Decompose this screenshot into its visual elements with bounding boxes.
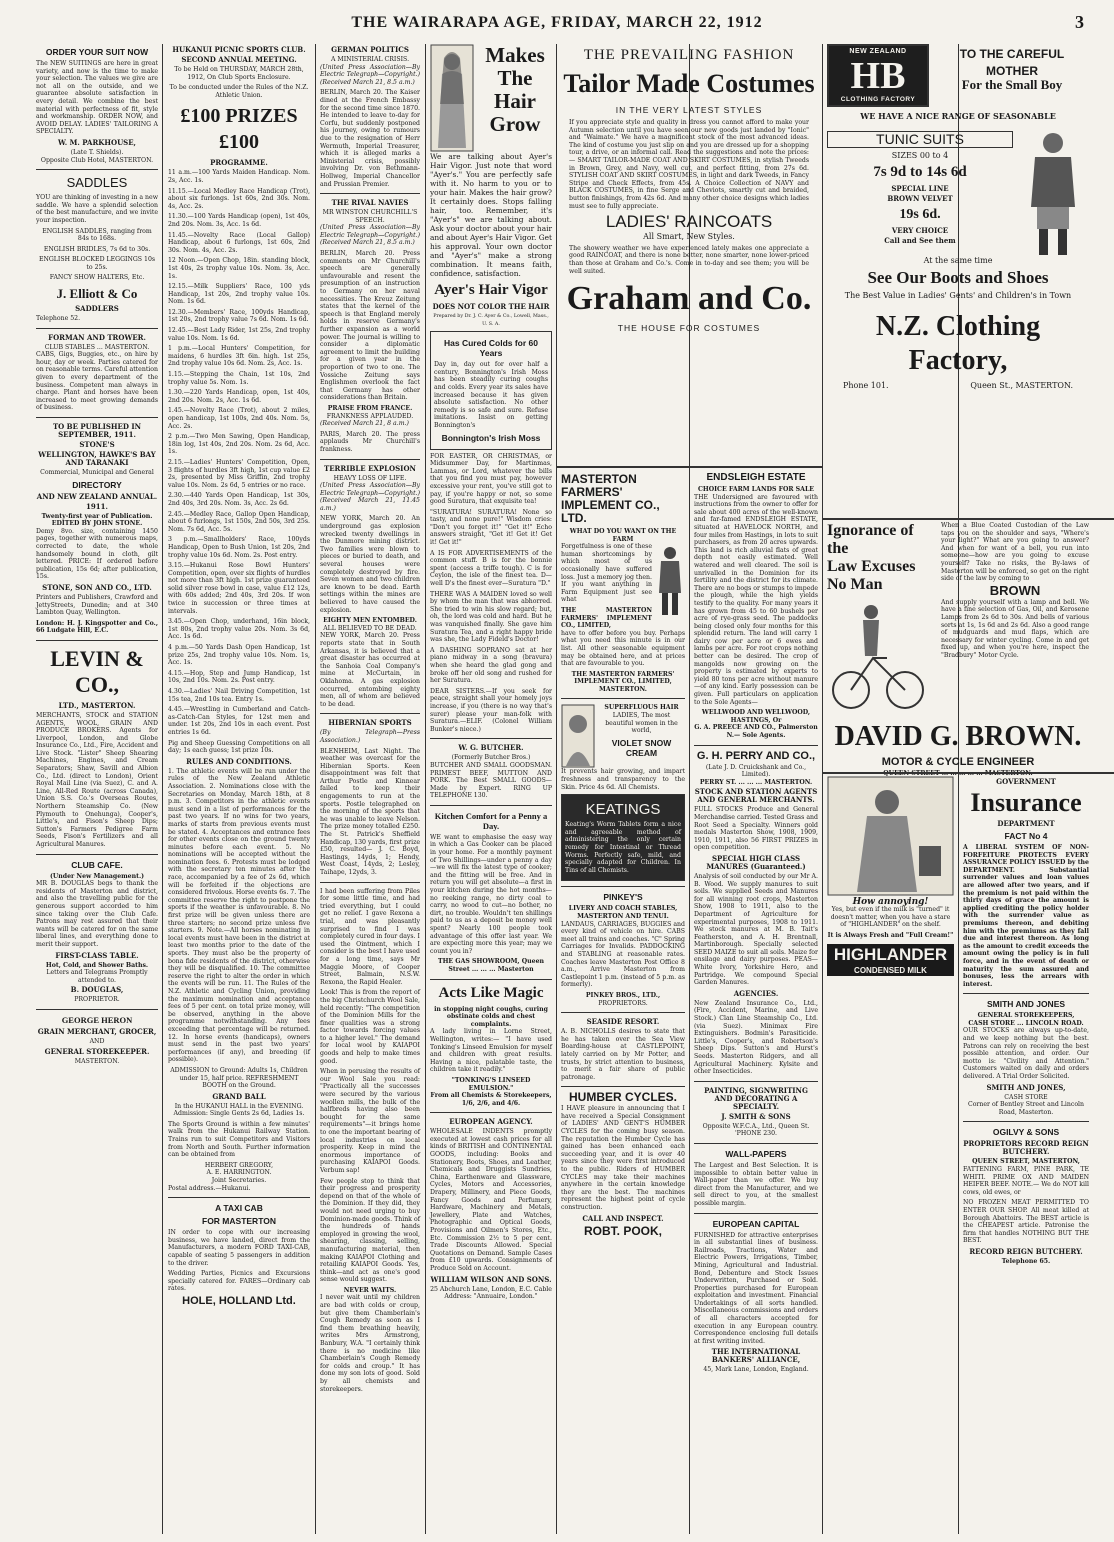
ogilvy-address: QUEEN STREET, MASTERTON,: [972, 1158, 1080, 1166]
rules-body: 1. The athletic events will be run under the rules of the New Zealand Athletic Association. 2. Nominations close with the Secretaries on Monday, March 18th, at 8 p.m. 3. Competitors in the athletic events must send in a list of performances for the past two years. If no wins for two years, marks of starts from previous events must be stated. 4. Acceptances and entrance fees for other events close on the ground twenty minutes before each event. 5. No nominations will be accepted without the nomination fees. 6. Protests must be lodged with the secretary ten minutes after the race, accompanied by a fee of 2s 6d, which will be forfeited if the objections are considered frivolous. Horse events 6s. 7. The committee reserve the right to postpone the sports if the weather is unfavourable. 8. No first prize will be given unless there are three starters; no second prize unless five starters. 9. Note.—All horses nominating in local events must have been in the district at least two months prior to the date of the sports. They must also be the property of bona fide residents of the district, otherwise they will be disqualified. 10. The committee reserve the right to alter the order in which the events will be run. 11. The Rules of the N.Z. Athletic and Cycling Union, providing the maximum nomination and acceptance fees of 5 per cent. on total prize money, will be observed, anything in the above programme notwithstanding. Any fees exceeding that percentage will be returned. 12. In horse events (handicaps), owners must send in the past two years' performances (if any), and breeding (if possible).: [168, 767, 310, 1064]
forman-sub: CLUB STABLES ... MASTERTON.: [44, 343, 150, 351]
woman-kitchen-illustration-icon: [827, 776, 954, 896]
pinkey-firm: PINKEY BROS., LTD.,: [585, 991, 661, 999]
programme-item: 1.15.—Stepping the Chain, 1st 10s, 2nd trophy value 5s. Nom. 1s.: [168, 371, 310, 386]
taxi-sub: FOR MASTERTON: [202, 1216, 276, 1227]
ayers-body: We are talking about Ayer's Hair Vigor. Just note that word "Ayer's." You are perfectly safe with it. No harm to you or to your hair. Makes the hair grow? It certainly does. Stops falling hair, too. Remember, it's "Ayer's" we are talking about. Ask your doctor about your hair and about Ayer's Hair Vigor. Get his approval. Your own doctor and "Ayer's" make a strong combination. It means faith, confidence, satisfaction.: [430, 152, 552, 278]
hb-logo: [827, 44, 929, 107]
ogilvy-body: FATTENING FARM, PINE PARK, TE WHITI. PRIME OX AND MAIDEN HEIFER BEEF. NOTE.— We do NOT kill cows, old ewes, or: [963, 1166, 1089, 1196]
programme-item: 2.30.—440 Yards Open Handicap, 1st 30s, 2nd 40s, 3rd 20s. Nom. 3s, Acc. 2s 6d.: [168, 492, 310, 507]
parkhouse-body: The NEW SUITINGS are here in great variety, and now is the time to make your selection. The values we give are not all on the outside, and we guarantee absolute satisfaction in every detail. We combine the best material with perfectness of fit, style and workmanship. ORDER NOW, and AVOID DELAY. LADIES' TAILORING A SPECIALTY.: [36, 60, 158, 136]
picnic-line: To be conducted under the Rules of the N.Z. Athletic Union.: [169, 84, 309, 99]
levin-body: MERCHANTS, STOCK and STATION AGENTS, WOOL, GRAIN AND PRODUCE BROKERS. Agents for Liverpool, London, and Globe Insurance Co., Ltd., Fire, Accident and Live Stock. "Lister" Sheep Shearing Machines, Engines, and Cream Separators; Shaw, Savill and Albion Co., Ltd. (direct to London), Orient Royal Mail Line (via Suez), C. and A. Line, All-Red Route (across Canada), Union S.S. Co.'s Overseas Routes, Northern Steamship Co. (New Plymouth to Onehunga), Cooper's, Little's, and Fison's Sheep Dips; Sutton's Farmers Pedigree Farm Seeds, Fison's Fertilizers and all Agricultural Manures.: [36, 711, 158, 848]
capital-body: FURNISHED for attractive enterprises in all substantial lines of business. Railroads, Tractions, Water and Electric Powers, Irrigations, Timber, Mining, Agricultural and Industrial. Bond, Debenture and Stock Issues Underwritten, Purchased or Sold. Properties purchased for European exploitation and investment. Financial Undertakings of all sorts handled. Miscellaneous commissions and orders of all characters accepted for execution in any European country. Correspondence enclosing full details at first writing invited.: [694, 1231, 818, 1345]
admission: ADMISSION to Ground: Adults 1s, Children under 15, half price. REFRESHMENT BOOTH on the Ground.: [170, 1066, 308, 1090]
chamberlain-body: I never wait until my children are bad with colds or croup, but give them Chamberlain's Cough Remedy as soon as I find them breathing heavily, writes Mrs Armstrong, Banbury, W.A. "I certainly think there is no medicine like Chamberlain's Cough Remedy for colds and croup." It has done my son lots of good. Sold by all chemists and storekeepers.: [320, 1294, 420, 1393]
hibernian-source: (By Telegraph—Press Association.): [320, 729, 420, 744]
ogilvy-telephone: Telephone 65.: [1001, 1257, 1051, 1265]
elliott-telephone: Telephone 52.: [36, 315, 81, 323]
programme-item: 3.15.—Hukanui Rose Bowl Hunters' Competition, open, over six flights of hurdles not more than 3ft high. 1st prize guaranteed solid silver rose bowl in case, value £12 12s, with 60s added; 2nd 40s, 3rd 20s. If won twice in succession or three times at intervals.: [168, 562, 310, 615]
column-rule: [822, 44, 823, 1534]
forman-heading: FORMAN AND TROWER.: [48, 332, 146, 342]
column-2: [168, 44, 310, 1534]
cyclist-illustration-icon: [827, 594, 927, 714]
explosion-sub: HEAVY LOSS OF LIFE.: [333, 474, 407, 482]
raincoats-heading: LADIES' RAINCOATS: [605, 212, 773, 232]
farmers-heading: MASTERTON FARMERS' IMPLEMENT CO., LTD.: [561, 472, 660, 525]
navies-source: (Received March 21, 8 a.m.): [320, 420, 409, 428]
fashion-sub: IN THE VERY LATEST STYLES: [615, 105, 763, 115]
column-6: [694, 470, 818, 1534]
perry-role: STOCK AND STATION AGENTS AND GENERAL MERCHANTS.: [694, 787, 818, 805]
ayers-brand: Ayer's Hair Vigor: [434, 282, 548, 298]
frank-heading: FRANKNESS APPLAUDED.: [326, 412, 414, 420]
violet-heading: SUPERFLUOUS HAIR: [604, 704, 679, 712]
programme-item: 2 p.m.—Two Men Sawing, Open Handicap, 18in log, 1st 40s, 2nd 20s. Nom. 2s 6d, Acc. 1s.: [168, 433, 310, 456]
kitchen-body: WE want to emphasise the easy way in which a Gas Cooker can be placed in your home. For a monthly payment of Two Shillings—under a penny a day—we will fix the latest type of cooker; and the fitting will be free. And in return you will get absolute—a first in your kitchen during the hot months—no reeking range, no dirty coal to carry, no wood to cut—no bother, no dirt, no trouble. Wouldn't ten shillings paid to us as a deposit be money well spent? Nearly 100 people took advantage of this offer last year. We are expecting more this year; may we count you in?: [430, 833, 552, 955]
picnic-sub: SECOND ANNUAL MEETING.: [181, 55, 297, 64]
butcher-heading: W. G. BUTCHER.: [458, 743, 524, 753]
ogilvy-name: RECORD REIGN BUTCHERY.: [969, 1246, 1083, 1256]
tunic-sizes: SIZES 00 to 4: [891, 150, 949, 160]
rexona-body: I had been suffering from Piles for some little time, and had tried everything, but I could get no relief. I gave Rexona a trial, and was pleasantly surprised to find I was completely cured in four days. I used the Ointment, which I consider is the best I have used for a long time, says Mr Maggie Moore, of Cooper Street, Balmain, N.S.W. Rexona, the Rapid Healer.: [320, 887, 420, 986]
picnic-line: To be Held on THURSDAY, MARCH 28th, 1912, On Club Sports Enclosure.: [174, 66, 304, 81]
stones-lead: TO BE PUBLISHED IN SEPTEMBER, 1911.: [52, 422, 142, 439]
brown-heading: Ignorance of the: [827, 522, 914, 557]
entombed-heading: EIGHTY MEN ENTOMBED.: [323, 617, 417, 625]
elliott-firm: J. Elliott & Co: [56, 286, 138, 302]
newspaper-title: THE WAIRARAPA AGE, FRIDAY, MARCH 22, 1912: [351, 14, 763, 31]
velvet-line: BROWN VELVET: [887, 194, 953, 204]
saddles-heading: SADDLES: [66, 175, 128, 191]
brown-role: MOTOR & CYCLE ENGINEER: [881, 755, 1035, 768]
perry-sub: (Late J. D. Cruickshank and Co., Limited).: [705, 763, 807, 779]
secretary: A. E. HARRINGTON.: [206, 1169, 272, 1177]
kitchen-heading: Kitchen Comfort for a Penny a Day.: [434, 810, 548, 831]
saddles-line: ENGLISH SADDLES, ranging from 84s to 168s.: [42, 227, 152, 243]
parkhouse-address: Opposite Club Hotel, MASTERTON.: [40, 156, 154, 164]
stones-name: STONE'S: [79, 440, 115, 449]
humber-firm: ROBT. POOK,: [583, 1223, 662, 1238]
violet-brand: VIOLET SNOW CREAM: [611, 737, 672, 758]
choice-line: VERY CHOICE: [891, 226, 949, 236]
smith-sub: GENERAL STOREKEEPERS,: [977, 1012, 1075, 1020]
velvet-price: 19s 6d.: [899, 207, 941, 223]
stones-london: London: H. J. Kingspotter and Co., 66 Ludgate Hill, E.C.: [36, 619, 158, 635]
german-heading: GERMAN POLITICS: [331, 45, 409, 54]
saddles-body: YOU are thinking of investing in a new saddle. We have a splendid selection of the best manufacture, and we invite your inspection.: [36, 194, 158, 224]
programme-item: 12 Noon.—Open Chop, 18in. standing block, 1st 40s, 2s trophy value 10s. Nom. 3s, Acc. 1s.: [168, 257, 310, 280]
capital-heading: EUROPEAN CAPITAL: [712, 1218, 800, 1229]
kaiapoi-body: Look! This is from the report of the big Christchurch Wool Sale, held recently: "The competition of the Dominion Mills for the finer qualities was a strong factor towards forcing values to a higher level." The demand for local wool by KAIAPOI goods and help to make times good.: [320, 989, 420, 1065]
perry-address: PERRY ST. ... ... ... MASTERTON.: [699, 778, 813, 786]
tunic-price: 7s 9d to 14s 6d: [873, 164, 967, 181]
programme-item: 11.45.—Novelty Race (Local Gallop) Handicap, about 6 furlongs, 1st 60s, 2nd 30s. Nom. 4s, Acc. 2s.: [168, 231, 310, 254]
column-5: [561, 470, 685, 1534]
navies-body: BERLIN, March 20. Press comments on Mr Churchill's speech are generally unfavourable and resent the presumption of an instruction to Germany on her naval necessities. The Kreuz Zeitung states that the kernel of the speech is that England merely holds in reserve Germany's further expansion as a world power. The journal is willing to consider a diplomatic agreement to limit the building for a given year in the proportion of two to one. The Vossiche Zeitung says Englishmen overlook the fact that Germany has other considerations than Britain.: [320, 250, 420, 402]
humber-body: I HAVE pleasure in announcing that I have received a Special Consignment of LADIES' AND GENT'S HUMBER CYCLES for the coming busy season. The reputation the Humber Cycle has gained has been enhanced each succeeding year, and it is over 40 years since they were first introduced to the public. Riders of HUMBER CYCLES may take their machines anywhere in the certain knowledge they are the best. The machines represent the highest point of cycle construction.: [561, 1105, 685, 1211]
taxi-firm: HOLE, HOLLAND Ltd.: [182, 1294, 296, 1307]
clubcafe-line: FIRST-CLASS TABLE.: [55, 950, 139, 960]
german-source: (United Press Association—By Electric Telegraph—Copyright.) (Received March 21, 8.5 a.m.): [320, 63, 420, 86]
parkhouse-heading: ORDER YOUR SUIT NOW: [45, 47, 149, 57]
graham-firm: Graham and Co.: [566, 280, 812, 318]
entombed-body: NEW YORK, March 20. Press reports state that in South Arkansas, it is believed that a great disaster has occurred at the Sanhoia Coal Company's mine at McCurtain, in Oklahoma. A gas explosion occurred, entombing eighty men, all of whom are believed to be dead.: [320, 632, 420, 708]
insurance-fact: FACT No 4: [1004, 831, 1048, 841]
ayers-head: Hair: [494, 89, 536, 113]
woman-illustration-icon: [430, 44, 474, 152]
forman-body: CABS, Gigs, Buggies, etc., on hire by hour, day or week. Parties catered for on reasonable terms. Careful attention given to every department of the business. Competent man always in charge. Plant and horses have been increased to meet growing demands of business.: [36, 351, 158, 412]
suratura-body: THERE WAS A MAIDEN loved so well by whom the man that was abhorred. She tried to win his slow regard; but, oh, the lord was cold and hard. But he was vanquished finally. She gave him Suratura Tea, and a right happy bride was she, the Lady Fideld's Doctor!: [430, 590, 552, 644]
kaiapoi-body: When in perusing the results of our Wool Sale you read: "Practically all the successes were secured by the various woollen mills, the bulk of the halfbreds having also been bought for the same requirements"—it brings home to one the important bearing of local industries on local prosperity. Keep in mind the enormous importance of purchasing KAIAPOI Goods. Verbum sap!: [320, 1068, 420, 1174]
stones-line: AND NEW ZEALAND ANNUAL.: [36, 491, 158, 501]
german-body: BERLIN, March 20. The Kaiser dined at the French Embassy for the second time since 1870. He intended to leave to-day for Corfu, but suddenly postponed his journey, owing to rumours due to the resignation of Herr Wermuth, Imperial Treasurer, which it is alleged marks a Ministerial crisis, possibly involving Dr. von Bethmann-Hollweg, Imperial Chancellor and Prussian Premier.: [320, 89, 420, 188]
violet-body: It prevents hair growing, and impart freshness and transparency to the Skin. Price 4s 6d. All Chemists.: [561, 768, 685, 791]
stones-year: 1911.: [86, 501, 108, 511]
highlander-body: Yes, but even if the milk is "turned" it doesn't matter, when you have a stare of "HIGHLANDER" on the shelf.: [830, 906, 951, 929]
lady-portrait-icon: [561, 704, 595, 768]
ball-heading: GRAND BALL: [212, 1091, 266, 1101]
painting-firm: J. SMITH & SONS: [721, 1111, 791, 1121]
secretary: HERBERT GREGORY,: [204, 1161, 274, 1169]
picnic-heading: HUKANUI PICNIC SPORTS CLUB.: [172, 45, 306, 54]
insurance-gov: GOVERNMENT: [996, 777, 1056, 786]
keatings-body: Keating's Worm Tablets form a nice and agreeable method of administering the only certain remedy for Intestinal or Thread Worms. Perfectly safe, mild, and specially adapted for Children. In Tins of all Chemists.: [565, 821, 681, 874]
fashion-body: If you appreciate style and quality in dress you cannot afford to make your Autumn selection until you have seen our new goods just landed by "Ionic" and "Waimate." We have a magnificent stock of the most advanced ideas. The kind of costume you just slip on and you are dressed up for a shopping tour, a drive, or an informal call. Read the suggestions and note the prices:— SMART TAILOR-MADE COAT AND SKIRT COSTUMES, in stylish Tweeds in Brown, Grey, and Navy, well cut, and perfect fitting, from 27s 6d. STYLISH COAT AND SKIRT COSTUMES, in light and dark Tweeds, in Fancy Stripe and Check Effects, from 45s. A Choice Collection of NAVY and BLACK COSTUMES, in fine Serge and Cheviots, smartly cut and braided, button finishings, from 42s 6d. And many other choice designs which ladies must see to fully appreciate.: [569, 119, 809, 210]
raincoats-sub: All Smart, New Styles.: [643, 232, 735, 242]
saddles-line: ENGLISH BLOCKED LEGGINGS 10s to 25s.: [38, 256, 156, 271]
fashion-heading: THE PREVAILING FASHION: [583, 47, 795, 63]
highlander-tag: It is Always Fresh and "Full Cream!": [827, 931, 954, 939]
clubcafe-heading: CLUB CAFE.: [71, 859, 123, 870]
clubcafe-line: Hot, Cold, and Shower Baths.: [45, 961, 149, 969]
painting-heading: PAINTING, SIGNWRITING AND DECORATING A SPECIALTY.: [704, 1085, 808, 1111]
heron-place: MASTERTON.: [74, 1057, 120, 1065]
taxi-heading: A TAXI CAB: [215, 1203, 263, 1214]
column-8: [963, 776, 1089, 1534]
picnic-programme: PROGRAMME.: [210, 158, 268, 168]
heron-line: AND: [89, 1037, 105, 1045]
smith-body: OUR STOCKS are always up-to-date, and we keep nothing but the best. Patrons can rely on receiving the best possible attention, and order. Our motto is: "Civility and Attention." Customers waited on daily and orders delivered. A Trial Order Solicited.: [963, 1027, 1089, 1081]
ogilvy-sub: PROPRIETORS RECORD REIGN BUTCHERY.: [963, 1139, 1089, 1157]
suratura-body: "SURATURA! SURATURA! None so tasty, and none pure!" Wisdom cries: "Don't you forget it!" "Get it!" Echo answers straight, "Get it! Get it! Get it! Get it!": [430, 508, 552, 547]
programme-item: 1 p.m.—Local Hunters' Competition, for maidens, 6 hurdles 3ft 6in. high. 1st 25s, 2nd trophy value 10s 6d. Nom. 2s, Acc. 1s.: [168, 345, 310, 368]
farmers-sub: WHAT DO YOU WANT ON THE FARM: [569, 528, 677, 543]
programme-item: 4 p.m.—50 Yards Dash Open Handicap, 1st prize 25s, 2nd trophy value 10s. Nom. 1s, Acc. 1s.: [168, 644, 310, 667]
heron-name: GEORGE HERON: [61, 1014, 133, 1025]
programme-item: 3 p.m.—Smallholders' Race, 100yds Handicap, Open to Bush Union, 1st 20s, 2nd trophy value 10s 6d. Nom. 2s. Post entry.: [168, 536, 310, 559]
column-7: [827, 776, 954, 1534]
stones-publisher-address: Printers and Publishers, Crawford and JettyStreets, Dunedin; and at 340 Lambton Quay, Wellington.: [36, 593, 158, 617]
navies-sub: MR WINSTON CHURCHILL'S SPEECH.: [322, 209, 418, 224]
elliott-trade: SADDLERS: [75, 304, 119, 314]
european-heading: EUROPEAN AGENCY.: [449, 1117, 533, 1127]
postal-address: Postal address.—Hukanui.: [168, 1184, 251, 1192]
never-heading: NEVER WAITS.: [343, 1286, 397, 1294]
column-rule: [315, 44, 316, 1534]
programme-item: 12.15.—Milk Suppliers' Race, 100 yds Handicap, 1st 20s, 2nd trophy value 10s. Nom. 1s 6d.: [168, 283, 310, 306]
programme-item: Pig and Sheep Guessing Competitions on all day; 1s each guess; 1st prize 10s.: [168, 739, 310, 755]
perry-body: FULL STOCKS Produce and General Merchandise carried. Tested Grass and Root Seed a Specialty. Winners gold medals Masterton Show, 1908, 1909, 1910, 1911, also 56 FIRST PRIZES in open competition.: [694, 806, 818, 852]
programme-item: 1.30.—220 Yards Handicap, open, 1st 40s, 2nd 20s. Nom. 2s, Acc. 1s 6d.: [168, 389, 310, 404]
magic-body: A lady living in Lorne Street, Wellington, writes:— "I have used Tonking's Linseed Emulsion for myself and children with great results. Having a nice, palatable taste, the children take it readily.": [430, 1028, 552, 1074]
ogilvy-heading: OGILVY & SONS: [992, 1127, 1060, 1138]
suratura-body: FOR EASTER, OR CHRISTMAS, or Midsummer Day, for Martinmas, Lammas, or Lord, whatever the bills that you find you must pay, however excessive your rent, you've still got to pay, if you're happy or not, so some good Suratura, that exquisite tea!: [430, 452, 552, 506]
fashion-title: Tailor Made Costumes: [563, 69, 815, 98]
clubcafe-name: B. DOUGLAS,: [70, 985, 124, 995]
stones-publisher: STONE, SON AND CO., LTD.: [42, 582, 152, 592]
clubcafe-role: PROPRIETOR.: [74, 996, 120, 1004]
magic-from: From all Chemists & Storekeepers, 1/6, 2/6, and 4/6.: [430, 1092, 552, 1107]
endsleigh-heading: ENDSLEIGH ESTATE: [706, 472, 806, 483]
butcher-body: BUTCHER AND SMALL GOODSMAN. PRIMEST BEEF, MUTTON AND PORK. The Best SMALL GOODS—Made by Expert. RING UP TELEPHONE 130.: [430, 761, 552, 800]
parkhouse-name: W. M. PARKHOUSE,: [58, 137, 136, 147]
bonnington-heading: Has Cured Colds for 60 Years: [444, 338, 538, 359]
graham-ad: [561, 44, 817, 462]
nzcf-phone: Phone 101.: [843, 380, 889, 390]
section-rule: [556, 466, 822, 468]
endsleigh-agents: G. A. PREECE AND CO., Palmerston N.— Sole Agents.: [694, 724, 818, 739]
butcher-sub: (Formerly Butcher Bros.): [451, 754, 531, 762]
smith-address: CASH STORE ... LINCOLN ROAD.: [968, 1019, 1084, 1027]
pinkey-body: LANDAUS, CARRIAGES, BUGGIES and every kind of vehicle on hire. CABS meet all trains and coaches. "C" Spring Carriages for Invalids. PADDOCKING and STABLING at reasonable rates. Coaches leave Masterton Post Office 8 a.m., Arrive Masterton from Castlepoint 1 p.m. (instead of 5 p.m. as formerly).: [561, 920, 685, 989]
stones-title: WELLINGTON, HAWKE'S BAY AND TARANAKI: [38, 450, 156, 467]
navies-source: (United Press Association—By Electric Telegraph—Copyright.) (Received March 21, 8.5 a.m.): [320, 224, 420, 247]
raincoats-body: The showery weather we have experienced lately makes one appreciate a good RAINCOAT, and there is none better, none smarter, none lower-priced than those at Graham and Co.'s. Come in to-day and see them; you will be well suited.: [569, 244, 809, 275]
parkhouse-sub: (Late T. Shields).: [70, 148, 124, 156]
ayers-maker: Prepared by Dr. J. C. Ayer & Co., Lowell, Mass., U. S. A.: [433, 314, 549, 327]
column-rule: [162, 44, 163, 1534]
hibernian-heading: HIBERNIAN SPORTS: [328, 718, 412, 728]
gas-showroom: THE GAS SHOWROOM, Queen Street ... ... ... Masterton: [437, 958, 545, 973]
smith-sign: CASH STORE: [1004, 1093, 1048, 1101]
farmers-body: Forgetfulness is one of these human shortcomings by which most of us occasionally have suffered loss. Just a memory jog then. If you want anything in Farm Equipment just see what: [561, 543, 652, 604]
european-firm: WILLIAM WILSON AND SONS.: [430, 1274, 552, 1284]
hb-line: WE HAVE A NICE RANGE OF SEASONABLE: [860, 111, 1056, 122]
heron-line: GRAIN MERCHANT, GROCER,: [37, 1026, 157, 1036]
bonnington-brand: Bonnington's Irish Moss: [441, 432, 541, 443]
boy-illustration-icon: [1017, 127, 1089, 257]
capital-firm: THE INTERNATIONAL BANKERS' ALLIANCE,: [711, 1347, 801, 1365]
ayers-head: Grow: [489, 112, 541, 136]
page-number: 3: [1075, 12, 1084, 32]
programme-item: 3.45.—Open Chop, underhand, 16in block, 1st 80s, 2nd trophy value 20s. Nom. 3s 6d, Acc. 1s 6d.: [168, 618, 310, 641]
perry-body: New Zealand Insurance Co., Ltd., (Fire, Accident, Marine, and Live Stock.) Clan Line Steamship Co., Ltd. (via Suez). Minimax Fire Extinguishers. Bodmin's Parasiticide. Little's, Cooper's, and Robertson's Sheep Dips. Sutton's and Hurst's Seeds. Masterton Ridgers, and all Agricultural Machinery. Kylsite and other Insecticides.: [694, 999, 818, 1076]
best-value: The Best Value in Ladies' Gents' and Children's in Town: [844, 291, 1072, 301]
call-line: Call and See them: [884, 236, 956, 246]
brown-body: And supply yourself with a lamp and bell. We have a fine selection of Gas, Oil, and Kerosene Lamps from 2s 6d to 30s. And bells of various sorts at 1s, 1s 6d and 2s 6d. Also a good range of mudguards and mud flaps, which are necessary for winter cycling. Come in and get fixed up, and when you're here, inspect the "Bradbury" Motor Cycle.: [941, 598, 1089, 659]
nzcf-address: Queen St., MASTERTON.: [970, 380, 1073, 390]
programme-item: 11.30.—100 Yards Handicap (open), 1st 40s, 2nd 20s. Nom. 3s, Acc. 1s 6d.: [168, 213, 310, 228]
programme-item: 12.30.—Members' Race, 100yds Handicap, 1st 20s, 2nd trophy value 7s 6d. Nom. 1s 6d.: [168, 308, 310, 324]
pinkey-heading: PINKEY'S: [603, 892, 643, 903]
hb-mark: HB: [850, 54, 906, 97]
saddles-line: ENGLISH BRIDLES, 7s 6d to 30s.: [43, 245, 151, 253]
bonnington-body: Day in, day out for over half a century, Bonnington's Irish Moss has been steadily curing coughs and colds. Every year its sales have increased because it has given absolute satisfaction. No other remedy is so safe and sure. Refuse imitations. Insist on getting Bonnington's: [434, 361, 548, 429]
violet-sub: LADIES, The most beautiful women in the world,: [605, 712, 678, 735]
humber-call: CALL AND INSPECT.: [582, 1213, 664, 1223]
levin-sub: LTD., MASTERTON.: [58, 700, 136, 710]
suratura-body: A DASHING SOPRANO sat at her piano midway in a song (bravura) when she heard the glad gong and broke off her old song and rushed for her Suratura.: [430, 646, 552, 685]
stones-edition: Twenty-first year of Publication. EDITED BY JOHN STONE.: [41, 512, 153, 528]
magic-brand: "TONKING'S LINSEED EMULSION.": [451, 1076, 531, 1092]
brown-name: BROWN: [989, 582, 1041, 598]
hb-heading: For the Small Boy: [961, 77, 1063, 92]
programme-item: 4.15.—Hop, Step and Jump Handicap, 1st 10s, 2nd 10s. Nom. 2s. Post entry.: [168, 669, 310, 685]
column-4: [430, 44, 552, 1534]
suratura-body: DEAR SISTERS.—If you seek for peace, straight shall your homely joys increase, if you (there is no way that's surer) please your man-folk with Suratura.—ELIF. (Colonel William Bunker's niece.): [430, 687, 552, 733]
painting-phone: 'PHONE 230.: [734, 1130, 777, 1138]
wallpaper-heading: WALL-PAPERS: [725, 1148, 787, 1159]
pinkey-role: PROPRIETORS.: [598, 999, 648, 1007]
column-rule: [425, 44, 426, 1534]
insurance-heading: Insurance: [970, 788, 1082, 817]
painting-address: Opposite W.F.C.A., Ltd., Queen St.: [702, 1122, 810, 1130]
special-line: SPECIAL LINE: [891, 184, 949, 194]
nzcf-firm: N.Z. Clothing Factory,: [875, 310, 1041, 376]
programme-item: 12.45.—Best Lady Rider, 1st 25s, 2nd trophy value 10s. Nom. 1s 6d.: [168, 327, 310, 342]
kaiapoi-body: Few people stop to think that their progress and prosperity depend on that of the whole of the Dominion. If they did, they would not need urging to buy Dominion-made goods. Think of the hundreds of hands employed in growing the wool, shearing, classing, selling, manufacturing material, then making KAIAPOI Clothing and retailing KAIAPOI Goods. Yes, think—and act as one's good sense would suggest.: [320, 1177, 420, 1284]
farmers-footer: THE MASTERTON FARMERS' IMPLEMENT CO., LIMITED, MASTERTON.: [571, 670, 675, 693]
section-rule: [822, 518, 1114, 520]
navies-heading: THE RIVAL NAVIES: [331, 198, 409, 208]
farmers-body: have to offer before you buy. Perhaps what you need this minute is in our list. All other seasonable equipment may be obtained here, and at prices that are favourable to you.: [561, 629, 685, 668]
clubcafe-line: Letters and Telegrams Promptly attended to.: [46, 969, 148, 984]
seaside-body: A. B. NICHOLLS desires to state that he has taken over the Sea View Boarding-house at CASTLEPOINT, lately carried on by Mr Potter, and trusts, by strict attention to business, to merit a fair share of public patronage.: [561, 1028, 685, 1081]
german-sub: A MINISTERIAL CRISIS.: [330, 56, 410, 63]
highlander-caption: How annoying!: [852, 896, 929, 907]
programme-item: 4.45.—Wrestling in Cumberland and Catch-as-Catch-Can Styles, for 12st men and under. 1st 20s, 2nd 10s in each event. Post entries 1s 6d.: [168, 706, 310, 736]
clubcafe-body: MR B. DOUGLAS begs to thank the residents of Masterton and district, and also the travelling public for the generous support accorded to him since taking over the Club Cafe. Patrons may rest assured that their wants will be catered for on the same liberal lines, and everything done to merit their support.: [36, 880, 158, 948]
same-time: At the same time: [923, 255, 993, 265]
secretary-title: Joint Secretaries.: [211, 1177, 267, 1185]
stones-directory: DIRECTORY: [72, 479, 122, 490]
explosion-source: (United Press Association—By Electric Telegraph—Copyright.) (Received March 21, 11.45 a.m.): [320, 482, 420, 512]
heron-line: GENERAL STOREKEEPER.: [44, 1046, 150, 1056]
ogilvy-body: NO FROZEN MEAT PERMITTED TO ENTER OUR SHOP. All meat killed at Borough Abattoirs. The BEST article is the CHEAPEST article. Patronise the firm that handles NOTHING BUT THE BEST.: [963, 1199, 1089, 1245]
brown-ad: [827, 522, 1089, 777]
ayers-head: Makes: [485, 43, 545, 67]
taxi-body: IN order to cope with our increasing business, we have landed, direct from the Manufacturers, a modern FORD TAXI-CAB, capable of seating 5 passengers in addition to the driver.: [168, 1229, 310, 1267]
clubcafe-sub: (Under New Management.): [49, 872, 145, 880]
endsleigh-agents: WELLWOOD AND WELLWOOD, HASTINGS, Or: [701, 709, 811, 724]
wallpaper-body: The Largest and Best Selection. It is impossible to obtain better value in Wall-paper than we offer. We buy direct from the Manufacturer, and we sell direct to you, at the smallest possible margin.: [694, 1161, 818, 1207]
brown-heading: No Man: [827, 576, 883, 593]
ayers-head: The: [497, 66, 533, 90]
programme-item: 1.45.—Novelty Race (Trot), about 2 miles, open handicap, 1st 100s, 2nd 40s. Nom. 5s, Acc. 2s.: [168, 407, 310, 430]
ayers-tag: DOES NOT COLOR THE HAIR: [432, 302, 550, 311]
hb-heading: TO THE CAREFUL: [959, 47, 1065, 61]
brown-heading: Law Excuses: [827, 558, 916, 575]
perry-heading: G. H. PERRY AND CO.,: [696, 749, 816, 762]
insurance-dept: DEPARTMENT: [997, 819, 1055, 828]
perry-agencies: AGENCIES.: [733, 988, 779, 998]
european-address: 25 Abchurch Lane, London, E.C. Cable Address: "Annuaire, London.": [430, 1285, 552, 1301]
endsleigh-sub: CHOICE FARM LANDS FOR SALE: [697, 486, 815, 493]
brown-firm: DAVID G. BROWN.: [834, 720, 1082, 752]
brown-address: QUEEN STREET ... ... ... ... ... MASTERTON.: [883, 769, 1033, 777]
hibernian-body: BLENHEIM, Last Night. The weather was overcast for the Hibernian Sports. Keen disappointment was felt that Arthur Postle and Kinnear failed to keep their engagements to run at the sports. Postle telegraphed on the morning of the sports that he was unable to leave Nelson. The prize money totalled £250. The St. Patrick's Sheffield Handicap, 130 yards, first prize £50, resulted— J. C. Boyd, Hastings, 14yds, 1; Hendy, West Coast, 14yds, 2; Lesley, Taihape, 12yds, 3.: [320, 747, 420, 876]
train-info: The Sports Ground is within a few minutes' walk from the Hukanui Railway Station. Trains run to suit Competitors and Visitors from North and South. Further information can be obtained from: [168, 1120, 310, 1159]
farmer-illustration-icon: [655, 543, 685, 617]
programme-item: 2.15.—Ladies' Hunters' Competition, Open, 3 flights of hurdles 3ft high, 1st cup value £2 2s, presented by Miss Griffin, 2nd trophy value 10s. Nom. 2s 6d, 5 entries or no race.: [168, 458, 310, 489]
endsleigh-body: THE Undersigned are favoured with instructions from the owner to offer for sale about 400 acres of the well-known and far-famed ENDSLEIGH ESTATE, situated at HAVELOCK NORTH, and four miles from Hastings, in lots to suit purchasers, as from 20 acres upwards. This land is rich alluvial flats of great depth not easily estimated. Well watered and well cleared. The soil is unrivalled in the Dominion for its fertility and the district for its climate. There are no bogs or stumps to impede the plough, while the high yields testify to the quality. For many years it has grown from 45 to 60 bushels per acre of rye-grass seed. The paddocks being closed only four months for this splendid return. The land will carry 1 dairy cow per acre or 6 ewes and lambs per acre. For root crops nothing better can be desired. The crop of mangolds now growing on the property is estimated by experts to yield 80 tons per acre without manure—of any kind. Early possession can be given. Full particulars on application to the Sole Agents—: [694, 493, 818, 706]
column-3: [320, 44, 420, 1534]
hb-nz: NEW ZEALAND: [849, 48, 907, 55]
european-body: WHOLESALE INDENTS promptly executed at lowest cash prices for all kinds of BRITISH and CONTINENTAL GOODS, including: Books and Stationery, Boots, Shoes, and Leather, Chemicals and Druggists Sundries, China, Earthenware and Glassware, Cycles, Motors and Accessories, Drapery, Millinery, and Piece Goods, Fancy Goods and Perfumery, Hardware, Machinery and Metals, Jewellery, Plate and Watches, Photographic and Optical Goods, Provisions and Oilmen's Stores, Etc., Etc. Commission 2½ to 5 per cent. Trade Discounts Allowed. Special Quotations on Demand. Sample Cases from £10 upwards. Consignments of Produce Sold on Account.: [430, 1128, 552, 1272]
tunic-heading: TUNIC SUITS: [827, 131, 1013, 148]
perry-body: Analysis of soil conducted by our Mr A. B. Wood. We supply manures to suit soils. We supplied Seeds and Manures for all winning root crops, Masterton Show, 1908 to 1911, also to the Department of Agriculture for experimental purposes, 1908 to 1911. We stock manures at M. B. Tait's Featherston, and A. H. Brentnall, Martinborough. Specially selected SEED MAIZE to suit all soils. Maize for ensilage and dairy purposes. PEAS—White Ivory, Yorkshire Hero, and Partridge. We compound Special Garden Manures.: [694, 872, 818, 987]
smith-sign: SMITH AND JONES,: [986, 1082, 1066, 1092]
farmers-firm: THE MASTERTON FARMERS' IMPLEMENT CO., LIMITED,: [561, 606, 652, 630]
programme-item: 4.30.—Ladies' Nail Driving Competition, 1st 15s tea, 2nd 10s tea. Entry 1s.: [168, 688, 310, 703]
programme-item: 11.15.—Local Medley Race Handicap (Trot), about six furlongs. 1st 60s, 2nd 30s. Nom. 4s, Acc. 2s.: [168, 187, 310, 210]
entombed-sub: ALL BELIEVED TO BE DEAD.: [323, 624, 417, 632]
keatings-brand: KEATINGS: [585, 801, 661, 819]
insurance-body: A LIBERAL SYSTEM OF NON-FORFEITURE PROTECTS EVERY ASSURANCE POLICY ISSUED by the DEPARTMENT. Substantial surrender values and loan values are allowed after two years, and if the premium is not paid within the thirty days of grace the amount is applied crediting the policy holder with the surrender value as premiums thereon, and debiting him with the premiums as they fall due and interest thereon. As long as the amount to credit exceeds the amount owing the policy is in full force, and in the event of death or maturity the sum assured and bonuses, less the arrears with interest.: [963, 844, 1089, 988]
section-rule: [822, 772, 1114, 774]
seaside-heading: SEASIDE RESORT.: [586, 1017, 660, 1027]
column-1: [36, 44, 158, 1534]
stones-line: Commercial, Municipal and General: [40, 469, 154, 476]
column-rule: [556, 44, 557, 1534]
graham-tag: THE HOUSE FOR COSTUMES: [617, 323, 761, 334]
rules-heading: RULES AND CONDITIONS.: [186, 756, 292, 766]
stones-body: Demy 8vo. size, containing 1450 pages, together with numerous maps, corrected to date, the whole handsomely bound in cloth, gilt lettered. PRICE: If ordered before publication, 15s 6d; after publication, 15s.: [36, 527, 158, 581]
picnic-prizes: £100 PRIZES £100: [180, 105, 298, 154]
smith-heading: SMITH AND JONES: [986, 999, 1066, 1010]
programme-item: 11 a.m.—100 Yards Maiden Handicap. Nom. 2s, Acc. 1s.: [168, 169, 310, 184]
explosion-body: NEW YORK, March 20. An underground gas explosion wrecked twenty dwellings in the Dunmore mining district. Two families were blown to pieces or buried to death, and several houses were completely destroyed by fire. Seven women and two children are known to be dead. Earth settings within the mines are believed to have caused the explosion.: [320, 515, 420, 614]
capital-address: 45, Mark Lane, London, England.: [703, 1366, 809, 1374]
explosion-heading: TERRIBLE EXPLOSION: [324, 463, 416, 473]
taxi-line: Wedding Parties, Picnics and Excursions specially catered for. FARES—Ordinary cab rates.: [168, 1270, 310, 1293]
saddles-line: FANCY SHOW HALTERS, Etc.: [49, 274, 145, 282]
smith-sign: Corner of Bentley Street and Lincoln Road, Masterton.: [967, 1101, 1085, 1116]
magic-sub: in stopping night coughs, curing obstinate colds and chest complaints.: [434, 1005, 548, 1028]
ball-body: In the HUKANUI HALL in the EVENING. Admission: Single Gents 2s 6d, Ladies 1s.: [173, 1102, 305, 1118]
hb-heading: MOTHER: [986, 64, 1038, 78]
programme-item: 2.45.—Medley Race, Gallop Open Handicap, about 6 furlongs, 1st 150s, 2nd 50s, 3rd 25s. Nom. 7s 6d, Acc. 5s.: [168, 510, 310, 533]
levin-heading: LEVIN & CO.,: [50, 645, 144, 697]
suratura-body: A IS FOR ADVERTISEMENTS of the common stuff. B is for the bonnie spent (access a triffe tough). C is for Ceylon, the isle of the finest tea. D—well D's the finest ever—Suratura "D.": [430, 549, 552, 588]
magic-heading: Acts Like Magic: [438, 984, 544, 1001]
highlander-brand: HIGHLANDER: [827, 944, 954, 966]
hb-factory: CLOTHING FACTORY: [840, 95, 916, 103]
masthead: [0, 0, 1114, 40]
praise-heading: PRAISE FROM FRANCE.: [327, 404, 413, 412]
highlander-sub: CONDENSED MILK: [827, 966, 954, 976]
pinkey-sub: LIVERY AND COACH STABLES, MASTERTON AND TENUI.: [568, 905, 678, 920]
hb-ad: [827, 44, 1089, 514]
paris-body: PARIS, March 20. The press applauds Mr Churchill's frankness.: [320, 430, 420, 453]
boots-heading: See Our Boots and Shoes: [867, 268, 1049, 288]
perry-manures: SPECIAL HIGH CLASS MANURES (Guaranteed.): [706, 853, 806, 871]
humber-heading: HUMBER CYCLES.: [568, 1090, 677, 1105]
brown-body: When a Blue Coated Custodian of the Law taps you on the shoulder and says, "Where's your light?" What are you going to answer? And when for want of a bell, you run into someone—how are you going to excuse yourself? Take no risks, the By-laws of Masterton will be enforced, so get on the right side of the law by coming to: [941, 522, 1089, 583]
